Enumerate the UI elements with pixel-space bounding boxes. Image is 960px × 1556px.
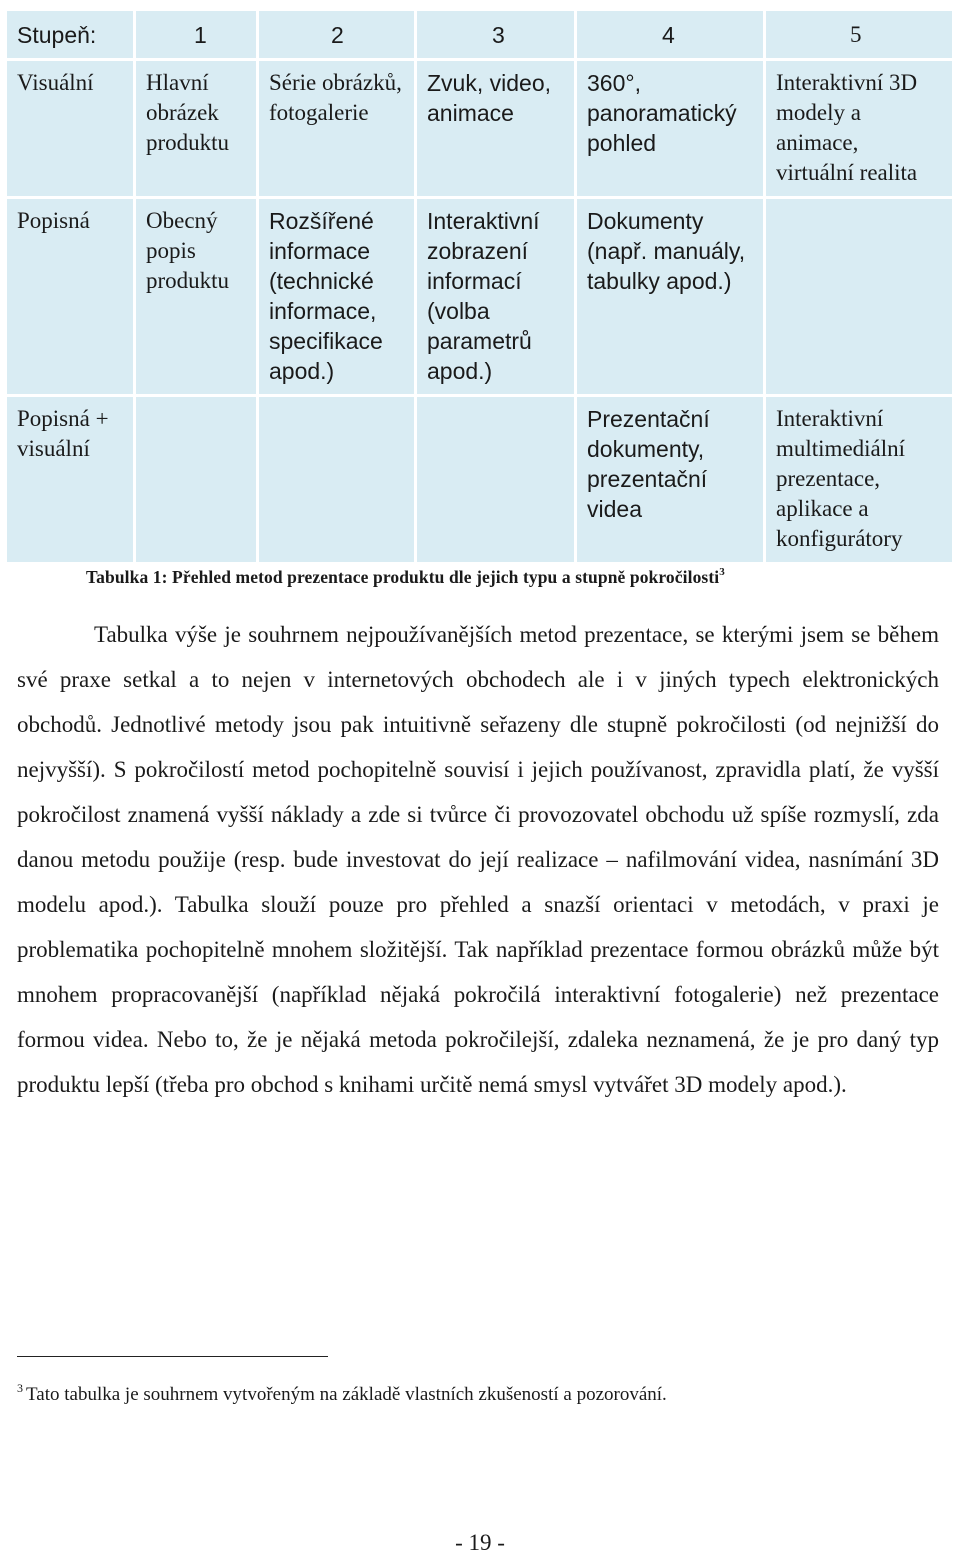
table-cell: Rozšířené informace (technické informace, specifikace apod.) [258, 198, 416, 396]
table-cell: Prezentační dokumenty, prezentační videa [576, 396, 765, 564]
row-type-cell: Popisná + visuální [6, 396, 135, 564]
footnote-text: Tato tabulka je souhrnem vytvořeným na základě vlastních zkušeností a pozorování. [26, 1384, 667, 1405]
table-row-descriptive-visual [6, 396, 954, 564]
table-cell: Interaktivní multimediální prezentace, aplikace a konfigurátory [765, 396, 954, 564]
header-cell-level-3: 3 [416, 10, 576, 60]
table-cell [765, 198, 954, 396]
table-cell: Obecný popis produktu [135, 198, 258, 396]
table-cell: Série obrázků, fotogalerie [258, 60, 416, 198]
header-cell-level-2: 2 [258, 10, 416, 60]
methods-table [4, 8, 955, 565]
caption-text: Tabulka 1: Přehled metod prezentace produktu dle jejich typu a stupně pokročilosti [86, 567, 720, 587]
header-cell-level-5: 5 [765, 10, 954, 60]
footnote [17, 1381, 667, 1406]
header-cell-level-1: 1 [135, 10, 258, 60]
page-number: - 19 - [455, 1530, 505, 1555]
table-cell [135, 396, 258, 564]
caption-footnote-ref: 3 [719, 566, 725, 578]
row-type-cell: Visuální [6, 60, 135, 198]
header-cell-level-4: 4 [576, 10, 765, 60]
table-cell: Interaktivní zobrazení informací (volba parametrů apod.) [416, 198, 576, 396]
table-cell [258, 396, 416, 564]
table-cell: Zvuk, video, animace [416, 60, 576, 198]
table-header-row [6, 10, 954, 60]
table-cell: Dokumenty (např. manuály, tabulky apod.) [576, 198, 765, 396]
row-type-cell: Popisná [6, 198, 135, 396]
table-row-descriptive [6, 198, 954, 396]
body-paragraph: Tabulka výše je souhrnem nejpoužívanějších metod prezentace, se kterými jsem se během své praxe setkal a to nejen v internetových obchodech ale i v jiných typech elektronických obchodů. Jednotlivé metody jsou pak intuitivně seřazeny dle stupně pokročilosti (od nejnižší do nejvyšší). S pokročilostí metod pochopitelně souvisí i jejich používanost, zpravidla platí, že vyšší pokročilost znamená vyšší náklady a zde si tvůrce či provozovatel obchodu už spíše rozmyslí, zda danou metodu použije (resp. bude investovat do její realizace – nafilmování videa, nasnímání 3D modelu apod.). Tabulka slouží pouze pro přehled a snazší orientaci v metodách, v praxi je problematika pochopitelně mnohem složitější. Tak například prezentace formou obrázků může být mnohem propracovanější (například nějaká pokročilá interaktivní fotogalerie) než prezentace formou videa. Nebo to, že je nějaká metoda pokročilejší, zdaleka neznamená, že je pro daný typ produktu lepší (třeba pro obchod s knihami určitě nemá smysl vytvářet 3D modely apod.). [17, 622, 939, 1097]
table-cell [416, 396, 576, 564]
table-cell: Hlavní obrázek produktu [135, 60, 258, 198]
footnote-number: 3 [17, 1381, 23, 1395]
table-caption [86, 566, 725, 588]
header-cell-label: Stupeň: [6, 10, 135, 60]
footnote-divider [17, 1356, 328, 1357]
table-row-visual [6, 60, 954, 198]
table-cell: 360°, panoramatický pohled [576, 60, 765, 198]
table-cell: Interaktivní 3D modely a animace, virtuální realita [765, 60, 954, 198]
